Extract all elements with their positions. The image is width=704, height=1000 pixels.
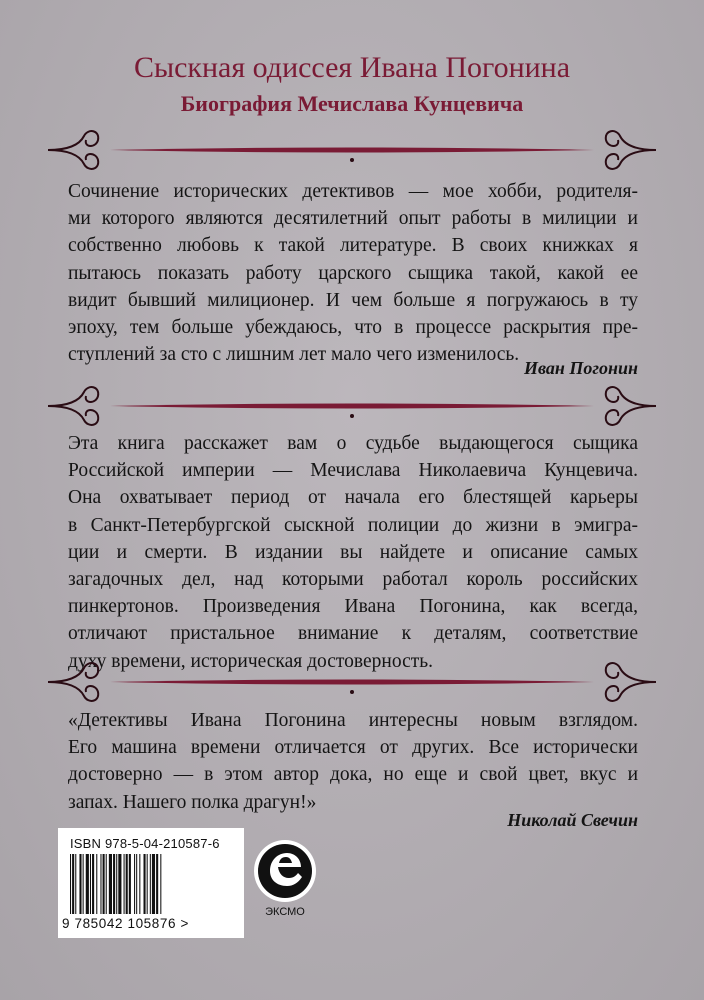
barcode-bar (150, 854, 151, 914)
barcode-bars (68, 854, 236, 914)
ornament-divider-2 (40, 380, 664, 432)
text-line: собственно любовь к такой литературе. В своих книжках я (68, 235, 638, 257)
barcode-bar (156, 854, 158, 914)
text-line: Она охватывает период от начала его блестящей карьеры (68, 487, 638, 509)
ornament-divider-3 (40, 656, 664, 708)
barcode-bar (72, 854, 74, 914)
text-line: ции и смерти. В издании вы найдете и описание самых (68, 541, 638, 563)
text-line: пытаюсь показать работу царского сыщика такой, какой ее (68, 262, 638, 284)
barcode-bar (79, 854, 81, 914)
author-signature: Иван Погонин (523, 358, 638, 378)
text-line: загадочных дел, над которыми работал король российских (68, 569, 638, 591)
author-statement (68, 178, 638, 368)
barcode-bar (134, 854, 135, 914)
barcode-bar (106, 854, 107, 914)
text-line: в Санкт-Петербургской сыскной полиции до жизни в эмигра- (68, 514, 638, 536)
barcode-bar (96, 854, 97, 914)
barcode-bar (113, 854, 115, 914)
text-line: отличают пристальное внимание к деталям, соответствие (68, 623, 638, 645)
text-line: достоверно — в этом автор дока, но еще и свой цвет, вкус и (68, 764, 638, 786)
barcode-bar (118, 854, 121, 914)
text-line: эпоху, тем больше убеждаюсь, что в процессе раскрытия пре- (68, 317, 638, 339)
barcode-bar (70, 854, 71, 914)
barcode-bar (100, 854, 101, 914)
review-quote (68, 707, 638, 816)
book-title: Сыскная одиссея Ивана Погонина (133, 51, 571, 84)
barcode-bar (129, 854, 131, 914)
text-line: Его машина времени отличается от других. Все исторически (68, 737, 638, 759)
barcode-bar (152, 854, 155, 914)
publisher-name: ЭКСМО (265, 906, 305, 918)
barcode-bar (126, 854, 128, 914)
barcode-bar (116, 854, 117, 914)
ornament-divider-1 (40, 124, 664, 176)
barcode-bar (160, 854, 161, 914)
eksmo-logo-icon (252, 838, 318, 904)
barcode-bar (92, 854, 94, 914)
text-line: пинкертонов. Произведения Ивана Погонина, как всегда, (68, 596, 638, 618)
barcode-bar (83, 854, 84, 914)
barcode-digits: 9 785042 105876 > (62, 916, 189, 931)
text-line: Сочинение исторических детективов — мое хобби, родителя- (68, 181, 638, 202)
text-line: «Детективы Ивана Погонина интересны новым взглядом. (68, 710, 638, 731)
barcode-bar (90, 854, 91, 914)
barcode-bar (75, 854, 76, 914)
text-line: Эта книга расскажет вам о судьбе выдающегося сыщика (68, 433, 638, 454)
text-line: ступлений за сто с лишним лет мало чего изменилось. (68, 344, 520, 366)
text-line: видит бывший милиционер. И чем больше я погружаюсь в ту (68, 289, 638, 311)
barcode-bar (147, 854, 148, 914)
text-line: духу времени, историческая достоверность. (68, 650, 434, 672)
barcode-bar (136, 854, 137, 914)
text-line: запах. Нашего полка драгун!» (68, 791, 317, 813)
isbn-number: ISBN 978-5-04-210587-6 (70, 836, 220, 851)
barcode-bar (103, 854, 105, 914)
text-line: ми которого являются десятилетний опыт работы в милиции и (68, 208, 638, 230)
book-description (68, 430, 638, 675)
book-subtitle: Биография Мечислава Кунцевича (180, 91, 524, 116)
text-line: Российской империи — Мечислава Николаевича Кунцевича. (68, 460, 638, 482)
barcode-bar (86, 854, 89, 914)
barcode-bar (144, 854, 146, 914)
reviewer-signature: Николай Свечин (507, 810, 638, 830)
barcode-bar (109, 854, 112, 914)
barcode-bar (139, 854, 140, 914)
barcode-bar (124, 854, 125, 914)
isbn-barcode (58, 828, 244, 938)
